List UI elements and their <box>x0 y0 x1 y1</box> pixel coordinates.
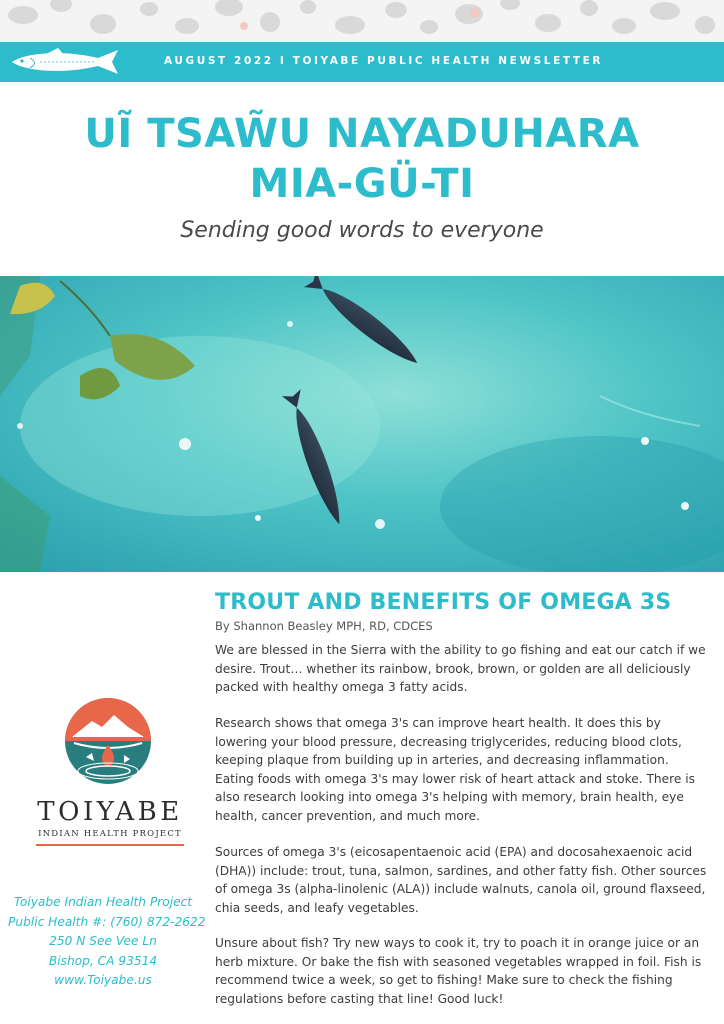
article-paragraph-4: Unsure about fish? Try new ways to cook it, try to poach it in orange juice or an herb mixture. Or bake the fish with seasoned vegetables wrapped in foil. Fish is recommend twice a week, so get to fishing! Make sure to check the fishing regulations before casting that line! Good luck! <box>215 936 702 1006</box>
article-byline: By Shannon Beasley MPH, RD, CDCES <box>215 619 433 633</box>
article-paragraph-2: Research shows that omega 3's can improve heart health. It does this by lowering your blood pressure, decreasing triglycerides, reducing blood clots, keeping plaque from building up in arteries, and decreasing inflammation. Eating foods with omega 3's may lower risk of heart attack and stoke. There is also research looking into omega 3's helping with memory, brain health, eye health, cancer prevention, and much more. <box>215 716 695 823</box>
masthead-title-line-2: MIA-GÜ-TI <box>249 161 475 207</box>
decorative-spot-pattern <box>0 0 724 42</box>
hero-trout-photo <box>0 276 724 572</box>
org-name: TOIYABE <box>37 797 183 827</box>
newsletter-banner-text: AUGUST 2022 I TOIYABE PUBLIC HEALTH NEWSLETTER <box>164 55 604 67</box>
header-banner <box>0 42 724 82</box>
toiyabe-emblem-icon <box>64 697 152 785</box>
contact-info <box>8 893 206 991</box>
article-paragraph-3: Sources of omega 3's (eicosapentaenoic acid (EPA) and docosahexaenoic acid (DHA)) include: trout, tuna, salmon, sardines, and other fatty fish. Other sources of omega 3s (alpha-linolenic (ALA)) include walnuts, canola oil, ground flaxseed, chia seeds, and leafy vegetables. <box>215 845 707 915</box>
masthead-subtitle: Sending good words to everyone <box>180 218 544 243</box>
contact-city: Bishop, CA 93514 <box>48 953 158 968</box>
org-subtitle: INDIAN HEALTH PROJECT <box>38 829 182 839</box>
article-paragraph-1: We are blessed in the Sierra with the ability to go fishing and eat our catch if we desire. Trout… whether its rainbow, brook, brown, or golden are all deliciously packed with healthy omega 3 fatty acids. <box>215 643 706 695</box>
fish-icon <box>6 44 124 80</box>
contact-street: 250 N See Vee Ln <box>49 934 157 948</box>
contact-website-link[interactable]: www.Toiyabe.us <box>54 973 152 987</box>
masthead-title-line-1: UĨ TSAW̃U NAYADUHARA <box>84 111 640 157</box>
article-title: TROUT AND BENEFITS OF OMEGA 3S <box>215 590 672 615</box>
logo-divider <box>36 844 184 846</box>
contact-org-name: Toiyabe Indian Health Project <box>13 895 193 909</box>
contact-phone: Public Health #: (760) 872-2622 <box>8 914 206 929</box>
